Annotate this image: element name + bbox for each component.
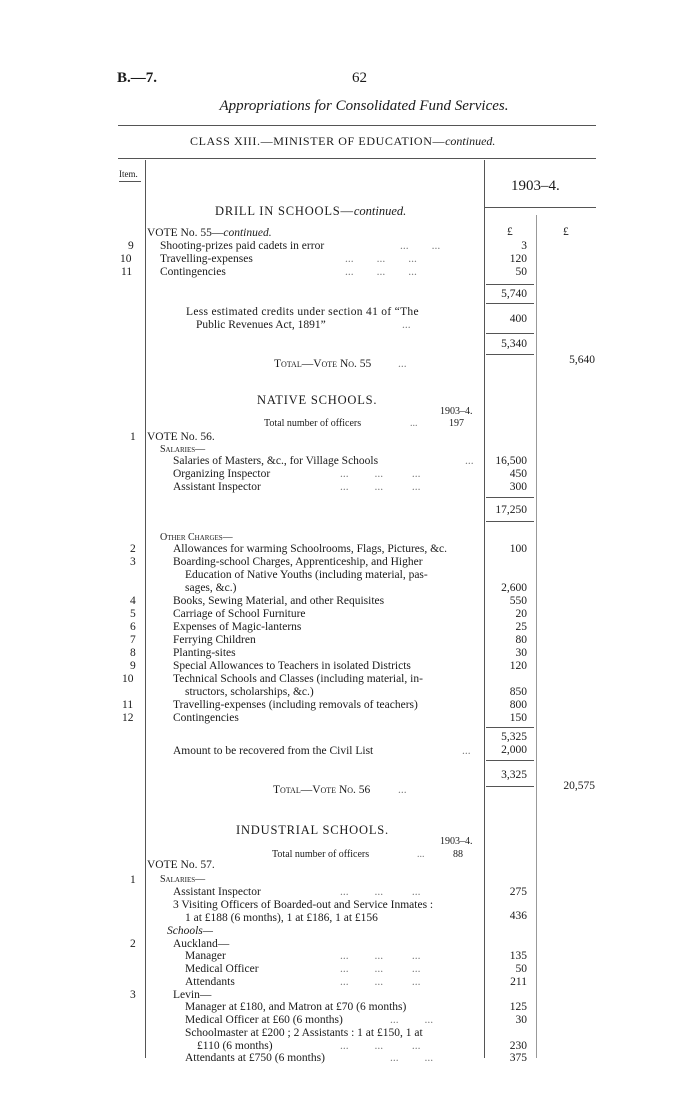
less-credits-label-cont: Public Revenues Act, 1891”	[196, 319, 326, 331]
line-item-amount: 230	[509, 1040, 527, 1052]
item-number: 4	[130, 595, 136, 607]
sum-rule	[486, 284, 534, 285]
leader-dots: ... ...	[390, 1014, 434, 1026]
leader-dots: ...	[410, 418, 418, 429]
currency-symbol-b: £	[563, 226, 569, 238]
item-number: 11	[121, 266, 133, 278]
item-number: 5	[130, 608, 136, 620]
line-item-amount: 800	[509, 699, 527, 711]
page-title: Appropriations for Consolidated Fund Services.	[219, 98, 509, 114]
officers-count: 197	[449, 418, 464, 429]
officers-count: 88	[453, 849, 463, 860]
native-heading: NATIVE SCHOOLS.	[257, 393, 378, 407]
document-code: B.—7.	[117, 70, 158, 86]
line-item-label: Medical Officer	[185, 963, 259, 975]
line-item-label: Planting-sites	[173, 647, 236, 659]
net-amount: 5,340	[501, 338, 527, 350]
line-item-amount: 211	[510, 976, 527, 988]
sum-rule	[486, 303, 534, 304]
line-item-label: Allowances for warming Schoolrooms, Flags, Pictures, &c.	[173, 543, 448, 555]
line-item-amount: 30	[515, 647, 527, 659]
drill-heading: DRILL IN SCHOOLS—continued.	[215, 204, 407, 218]
leader-dots: ... ... ...	[340, 481, 421, 493]
leader-dots: ... ... ...	[340, 886, 421, 898]
leader-dots: ... ... ...	[340, 963, 421, 975]
officers-year: 1903–4.	[440, 406, 473, 417]
header-rule	[118, 125, 596, 126]
line-item-amount: 20	[515, 608, 527, 620]
leader-dots: ...	[398, 784, 407, 796]
leader-dots: ...	[462, 745, 471, 757]
line-item-label: Carriage of School Furniture	[173, 608, 306, 620]
line-item-amount: 375	[509, 1052, 527, 1064]
item-number: 12	[122, 712, 134, 724]
line-item-amount: 135	[509, 950, 527, 962]
item-number: 1	[130, 431, 136, 443]
vote-total-amount: 5,640	[569, 354, 595, 366]
item-number: 2	[130, 543, 136, 555]
item-header-underline	[119, 181, 141, 182]
line-item-label: Education of Native Youths (including material, pas-	[185, 569, 428, 581]
line-item-label: Travelling-expenses	[160, 253, 253, 265]
officers-label: Total number of officers	[264, 418, 362, 429]
recover-amount: 2,000	[501, 744, 527, 756]
line-item-label: Manager at £180, and Matron at £70 (6 months)	[185, 1001, 407, 1013]
item-number: 8	[130, 647, 136, 659]
line-item-amount: 120	[509, 253, 527, 265]
levin-label: Levin—	[173, 989, 212, 1001]
line-item-amount: 2,600	[501, 582, 527, 594]
line-item-label: Assistant Inspector	[173, 886, 261, 898]
auckland-label: Auckland—	[173, 938, 230, 950]
sum-rule	[486, 521, 534, 522]
item-column-header: Item.	[119, 169, 138, 179]
sum-rule	[486, 333, 534, 334]
recover-label: Amount to be recovered from the Civil List	[173, 745, 374, 757]
leader-dots: ...	[417, 849, 425, 860]
line-item-amount: 150	[509, 712, 527, 724]
line-item-label: Ferrying Children	[173, 634, 256, 646]
net-amount: 3,325	[501, 769, 527, 781]
credits-amount: 400	[509, 313, 527, 325]
item-number: 3	[130, 556, 136, 568]
line-item-label: structors, scholarships, &c.)	[185, 686, 314, 698]
native-vote: VOTE No. 56.	[147, 431, 215, 443]
line-item-amount: 436	[509, 910, 527, 922]
item-number: 9	[128, 240, 134, 252]
vote-total-label: Total—Vote No. 55	[274, 358, 372, 370]
schools-label: Schools—	[167, 925, 213, 937]
leader-dots: ... ... ...	[340, 976, 421, 988]
item-number: 2	[130, 938, 136, 950]
line-item-label: Special Allowances to Teachers in isolated Districts	[173, 660, 411, 672]
class-title: CLASS XIII.—MINISTER OF EDUCATION—continued.	[190, 134, 496, 148]
item-number: 10	[120, 253, 132, 265]
amount-column-rule	[484, 160, 485, 1058]
leader-dots: ...	[465, 455, 474, 467]
officers-year: 1903–4.	[440, 836, 473, 847]
page-number: 62	[352, 70, 367, 86]
salaries-label: Salaries—	[160, 874, 206, 885]
item-number: 10	[122, 673, 134, 685]
leader-dots: ...	[398, 358, 407, 370]
officers-label: Total number of officers	[272, 849, 370, 860]
year-header-rule	[484, 207, 596, 208]
line-item-label: Expenses of Magic-lanterns	[173, 621, 302, 633]
line-item-amount: 850	[509, 686, 527, 698]
line-item-amount: 120	[509, 660, 527, 672]
line-item-amount: 3	[521, 240, 527, 252]
item-number: 7	[130, 634, 136, 646]
sum-rule	[486, 786, 534, 787]
line-item-amount: 300	[509, 481, 527, 493]
line-item-amount: 50	[515, 266, 527, 278]
other-charges-label: Other Charges—	[160, 532, 233, 543]
line-item-label: Salaries of Masters, &c., for Village Schools	[173, 455, 379, 467]
leader-dots: ... ...	[390, 1052, 434, 1064]
line-item-label: Books, Sewing Material, and other Requisites	[173, 595, 385, 607]
item-number: 11	[122, 699, 134, 711]
line-item-label: Attendants	[185, 976, 235, 988]
line-item-amount: 125	[509, 1001, 527, 1013]
sum-rule	[486, 354, 534, 355]
year-column-header: 1903–4.	[511, 178, 560, 194]
line-item-label: Shooting-prizes paid cadets in error	[160, 240, 325, 252]
item-number: 6	[130, 621, 136, 633]
line-item-amount: 25	[515, 621, 527, 633]
item-number: 3	[130, 989, 136, 1001]
class-rule	[118, 158, 596, 159]
leader-dots: ...	[402, 319, 411, 331]
item-number: 1	[130, 874, 136, 886]
line-item-label: Organizing Inspector	[173, 468, 271, 480]
line-item-amount: 30	[515, 1014, 527, 1026]
line-item-label: Boarding-school Charges, Apprenticeship, and Higher	[173, 556, 423, 568]
subtotal-amount: 5,325	[501, 731, 527, 743]
subtotal-amount: 5,740	[501, 288, 527, 300]
line-item-label: Schoolmaster at £200 ; 2 Assistants : 1 at £150, 1 at	[185, 1027, 423, 1039]
line-item-label-cont: 1 at £188 (6 months), 1 at £186, 1 at £156	[185, 912, 378, 924]
line-item-amount: 550	[509, 595, 527, 607]
line-item-amount: 80	[515, 634, 527, 646]
line-item-label: Technical Schools and Classes (including material, in-	[173, 673, 423, 685]
line-item-label: Contingencies	[173, 712, 239, 724]
leader-dots: ... ... ...	[345, 253, 417, 265]
sum-rule	[486, 497, 534, 498]
line-item-label: Manager	[185, 950, 226, 962]
line-item-label: Travelling-expenses (including removals of teachers)	[173, 699, 418, 711]
leader-dots: ... ... ...	[340, 1040, 421, 1052]
vote-total-label: Total—Vote No. 56	[273, 784, 371, 796]
less-credits-label: Less estimated credits under section 41 of “The	[186, 306, 419, 318]
line-item-label: sages, &c.)	[185, 582, 237, 594]
subtotal-amount: 17,250	[495, 504, 527, 516]
line-item-amount: 275	[509, 886, 527, 898]
leader-dots: ... ... ...	[340, 950, 421, 962]
line-item-label: Attendants at £750 (6 months)	[185, 1052, 325, 1064]
line-item-label: Assistant Inspector	[173, 481, 261, 493]
line-item-label: Contingencies	[160, 266, 226, 278]
line-item-amount: 16,500	[495, 455, 527, 467]
line-item-amount: 450	[509, 468, 527, 480]
sum-rule	[486, 727, 534, 728]
industrial-vote: VOTE No. 57.	[147, 859, 215, 871]
vote-total-amount: 20,575	[563, 780, 595, 792]
leader-dots: ... ... ...	[345, 266, 417, 278]
line-item-label: Medical Officer at £60 (6 months)	[185, 1014, 343, 1026]
salaries-label: Salaries—	[160, 444, 206, 455]
sum-rule	[486, 760, 534, 761]
currency-symbol-a: £	[507, 226, 513, 238]
subtotal-column-rule	[536, 215, 537, 1058]
item-column-rule	[145, 160, 146, 1058]
industrial-heading: INDUSTRIAL SCHOOLS.	[236, 823, 389, 837]
line-item-amount: 100	[509, 543, 527, 555]
line-item-amount: 50	[515, 963, 527, 975]
leader-dots: ... ...	[400, 240, 441, 252]
leader-dots: ... ... ...	[340, 468, 421, 480]
item-number: 9	[130, 660, 136, 672]
line-item-label-cont: £110 (6 months)	[197, 1040, 273, 1052]
drill-vote: VOTE No. 55—continued.	[147, 227, 272, 239]
line-item-label: 3 Visiting Officers of Boarded-out and Service Inmates :	[173, 899, 434, 911]
